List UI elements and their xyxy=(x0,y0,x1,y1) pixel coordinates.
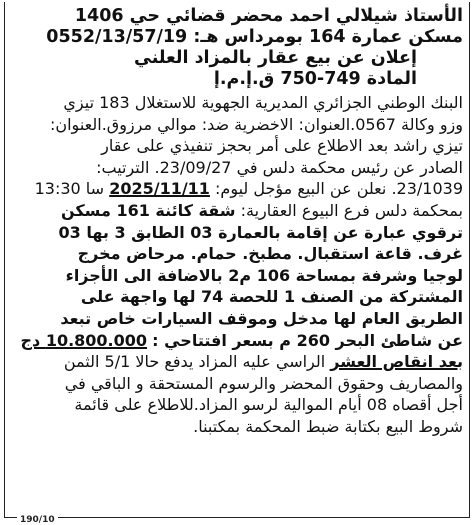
body-line-2: وزو وكالة 0567.العنوان: الاخضرية ضد: موالي مرزوق.العنوان: xyxy=(49,114,463,134)
legal-notice xyxy=(4,2,470,525)
sale-date-intro: 23/1039. نعلن عن البيع مؤجل ليوم: xyxy=(215,179,463,199)
body-line-12 xyxy=(13,330,463,352)
payment-terms: الراسي عليه المزاد يدفع حالا 5/1 الثمن xyxy=(63,352,326,372)
sale-time: سا 13:30 xyxy=(34,179,105,199)
body-line-16: شروط البيع بكتابة ضبط المحكمة بمكتبنا. xyxy=(193,416,463,436)
body-line-10: المشتركة من الصنف 1 للحصة 74 لها واجهة على xyxy=(80,287,463,307)
body-line-1: البنك الوطني الجزائري المديرية الجهوية للاستغلال 183 تيزي xyxy=(63,93,463,112)
bailiff-address-phone: مسكن عمارة 164 بومرداس هـ: 0552/13/57/19 xyxy=(46,27,463,47)
reference-number: 190/10 xyxy=(17,515,58,525)
body-line-14: والمصاريف وحقوق المحضر والرسوم المستحقة و الباقي في xyxy=(64,373,463,393)
court-name: بمحكمة دلس فرع البيوع العقارية: xyxy=(240,200,463,220)
body-line-6 xyxy=(13,200,463,222)
body-line-8: غرف. قاعة استقبال. مطبخ. حمام. مرحاض مخرج xyxy=(77,244,463,264)
law-articles: المادة 749-750 ق.إ.م.إ xyxy=(213,69,417,89)
bailiff-name-address: الأستاذ شيلالي احمد محضر قضائي حي 1406 xyxy=(74,6,463,26)
distance-and-price-label: عن شاطئ البحر 260 م بسعر افتتاحي : xyxy=(152,330,463,350)
body-line-4: الصادر عن رئيس محكمة دلس في 23/09/27. الترتيب: xyxy=(96,157,463,177)
body-line-3: تيزي راشد بعد الاطلاع على أمر بحجز تنفيذي على عقار xyxy=(101,136,463,156)
body-line-9: لوجيا وشرفة بمساحة 106 م2 بالاضافة الى الأجزاء xyxy=(65,265,463,285)
opening-price: 10.800.000 دج xyxy=(20,330,148,350)
reduction-note: بعد انقاص العشر xyxy=(330,352,463,372)
body-line-5 xyxy=(13,178,463,200)
body-line-7: ترقوي عبارة عن إقامة بالعمارة 03 الطابق 3 بها 03 xyxy=(58,222,463,242)
body-line-15: أجل أقصاه 08 أيام الموالية لرسو المزاد.للاطلاع على قائمة xyxy=(74,395,463,415)
property-heading: شقة كائنة 161 مسكن xyxy=(60,200,236,220)
body-line-13 xyxy=(13,351,463,373)
body-line-11: الطريق العام لها مدخل وموقف السيارات خاص تبعد xyxy=(60,308,463,328)
notice-title: إعلان عن بيع عقار بالمزاد العلني xyxy=(134,48,417,68)
sale-date: 2025/11/11 xyxy=(109,179,210,199)
